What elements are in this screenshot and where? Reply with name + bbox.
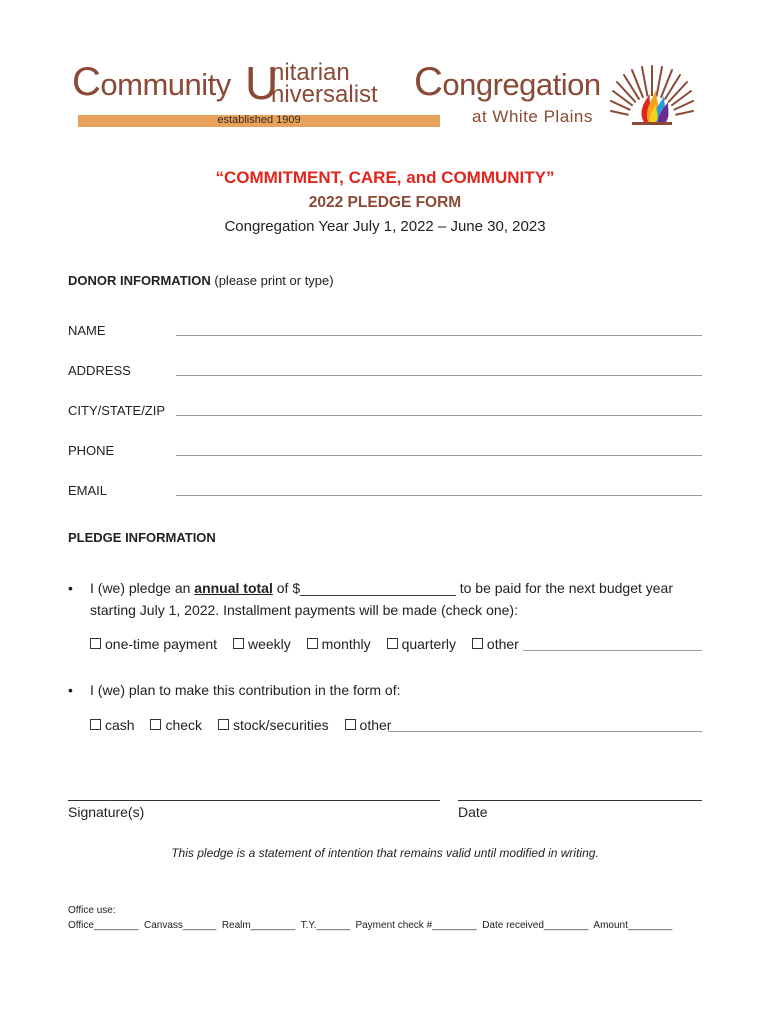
signature-field[interactable] <box>68 800 440 801</box>
logo-community-word: Community <box>72 60 231 104</box>
pledge-start-statement: starting July 1, 2022. Installment payments will be made (check one): <box>90 602 518 618</box>
checkbox-icon[interactable] <box>387 638 398 649</box>
donor-info-note: (please print or type) <box>214 273 334 288</box>
email-field[interactable] <box>176 495 702 496</box>
signature-label: Signature(s) <box>68 804 145 820</box>
other-form-field[interactable] <box>388 731 702 732</box>
option-weekly[interactable]: weekly <box>233 636 291 652</box>
option-monthly[interactable]: monthly <box>307 636 371 652</box>
pledge-amount-field[interactable]: ____________________ <box>300 580 456 596</box>
congregation-year: Congregation Year July 1, 2022 – June 30, 2023 <box>224 218 546 235</box>
frequency-options <box>90 636 519 652</box>
checkbox-icon[interactable] <box>472 638 483 649</box>
other-frequency-field[interactable] <box>523 650 702 651</box>
office-use-heading: Office use: <box>68 905 116 916</box>
checkbox-icon[interactable] <box>150 719 161 730</box>
option-one-time-payment[interactable]: one-time payment <box>90 636 217 652</box>
contribution-form-statement: I (we) plan to make this contribution in the form of: <box>90 682 401 698</box>
pledge-theme-title: “COMMITMENT, CARE, and COMMUNITY” <box>215 168 555 187</box>
option-cash[interactable]: cash <box>90 717 135 733</box>
pledge-statement: This pledge is a statement of intention that remains valid until modified in writing. <box>171 846 599 860</box>
address-label: ADDRESS <box>68 363 131 378</box>
city-state-zip-label: CITY/STATE/ZIP <box>68 403 166 418</box>
logo-u-letter: U <box>245 57 279 109</box>
city-state-zip-field[interactable] <box>176 415 702 416</box>
chalice-flame-emblem-icon <box>610 62 694 128</box>
logo-location: at White Plains <box>472 107 593 126</box>
contribution-form-options <box>90 717 391 733</box>
checkbox-icon[interactable] <box>218 719 229 730</box>
logo-congregation-word: Congregation <box>414 60 601 104</box>
option-check[interactable]: check <box>150 717 202 733</box>
phone-field[interactable] <box>176 455 702 456</box>
logo-universalist-line: niversalist <box>271 81 378 108</box>
date-field[interactable] <box>458 800 702 801</box>
checkbox-icon[interactable] <box>90 638 101 649</box>
checkbox-icon[interactable] <box>233 638 244 649</box>
checkbox-icon[interactable] <box>307 638 318 649</box>
address-field[interactable] <box>176 375 702 376</box>
phone-label: PHONE <box>68 443 115 458</box>
annual-total-emphasis: annual total <box>194 580 273 596</box>
checkbox-icon[interactable] <box>345 719 356 730</box>
email-label: EMAIL <box>68 483 108 498</box>
checkbox-icon[interactable] <box>90 719 101 730</box>
option-quarterly[interactable]: quarterly <box>387 636 456 652</box>
option-other-frequency[interactable]: other <box>472 636 519 652</box>
pledge-form-title: 2022 PLEDGE FORM <box>308 194 462 211</box>
logo-unitarian-line: nitarian <box>271 59 350 86</box>
option-other-form[interactable]: other <box>345 717 392 733</box>
bullet-icon: • <box>68 682 73 698</box>
date-label: Date <box>458 804 488 820</box>
office-use-fields: Office________ Canvass______ Realm________ T.Y.______ Payment check #________ Date received________ Amount________ <box>68 920 673 931</box>
option-stock-securities[interactable]: stock/securities <box>218 717 329 733</box>
established-text: established 1909 <box>217 114 301 126</box>
donor-info-heading: DONOR INFORMATION (please print or type) <box>68 273 334 288</box>
pledge-amount-statement: I (we) pledge an annual total of $____________________ to be paid for the next budget year <box>90 580 673 596</box>
name-label: NAME <box>68 323 106 338</box>
pledge-info-heading: PLEDGE INFORMATION <box>68 530 216 545</box>
name-field[interactable] <box>176 335 702 336</box>
bullet-icon: • <box>68 580 73 596</box>
